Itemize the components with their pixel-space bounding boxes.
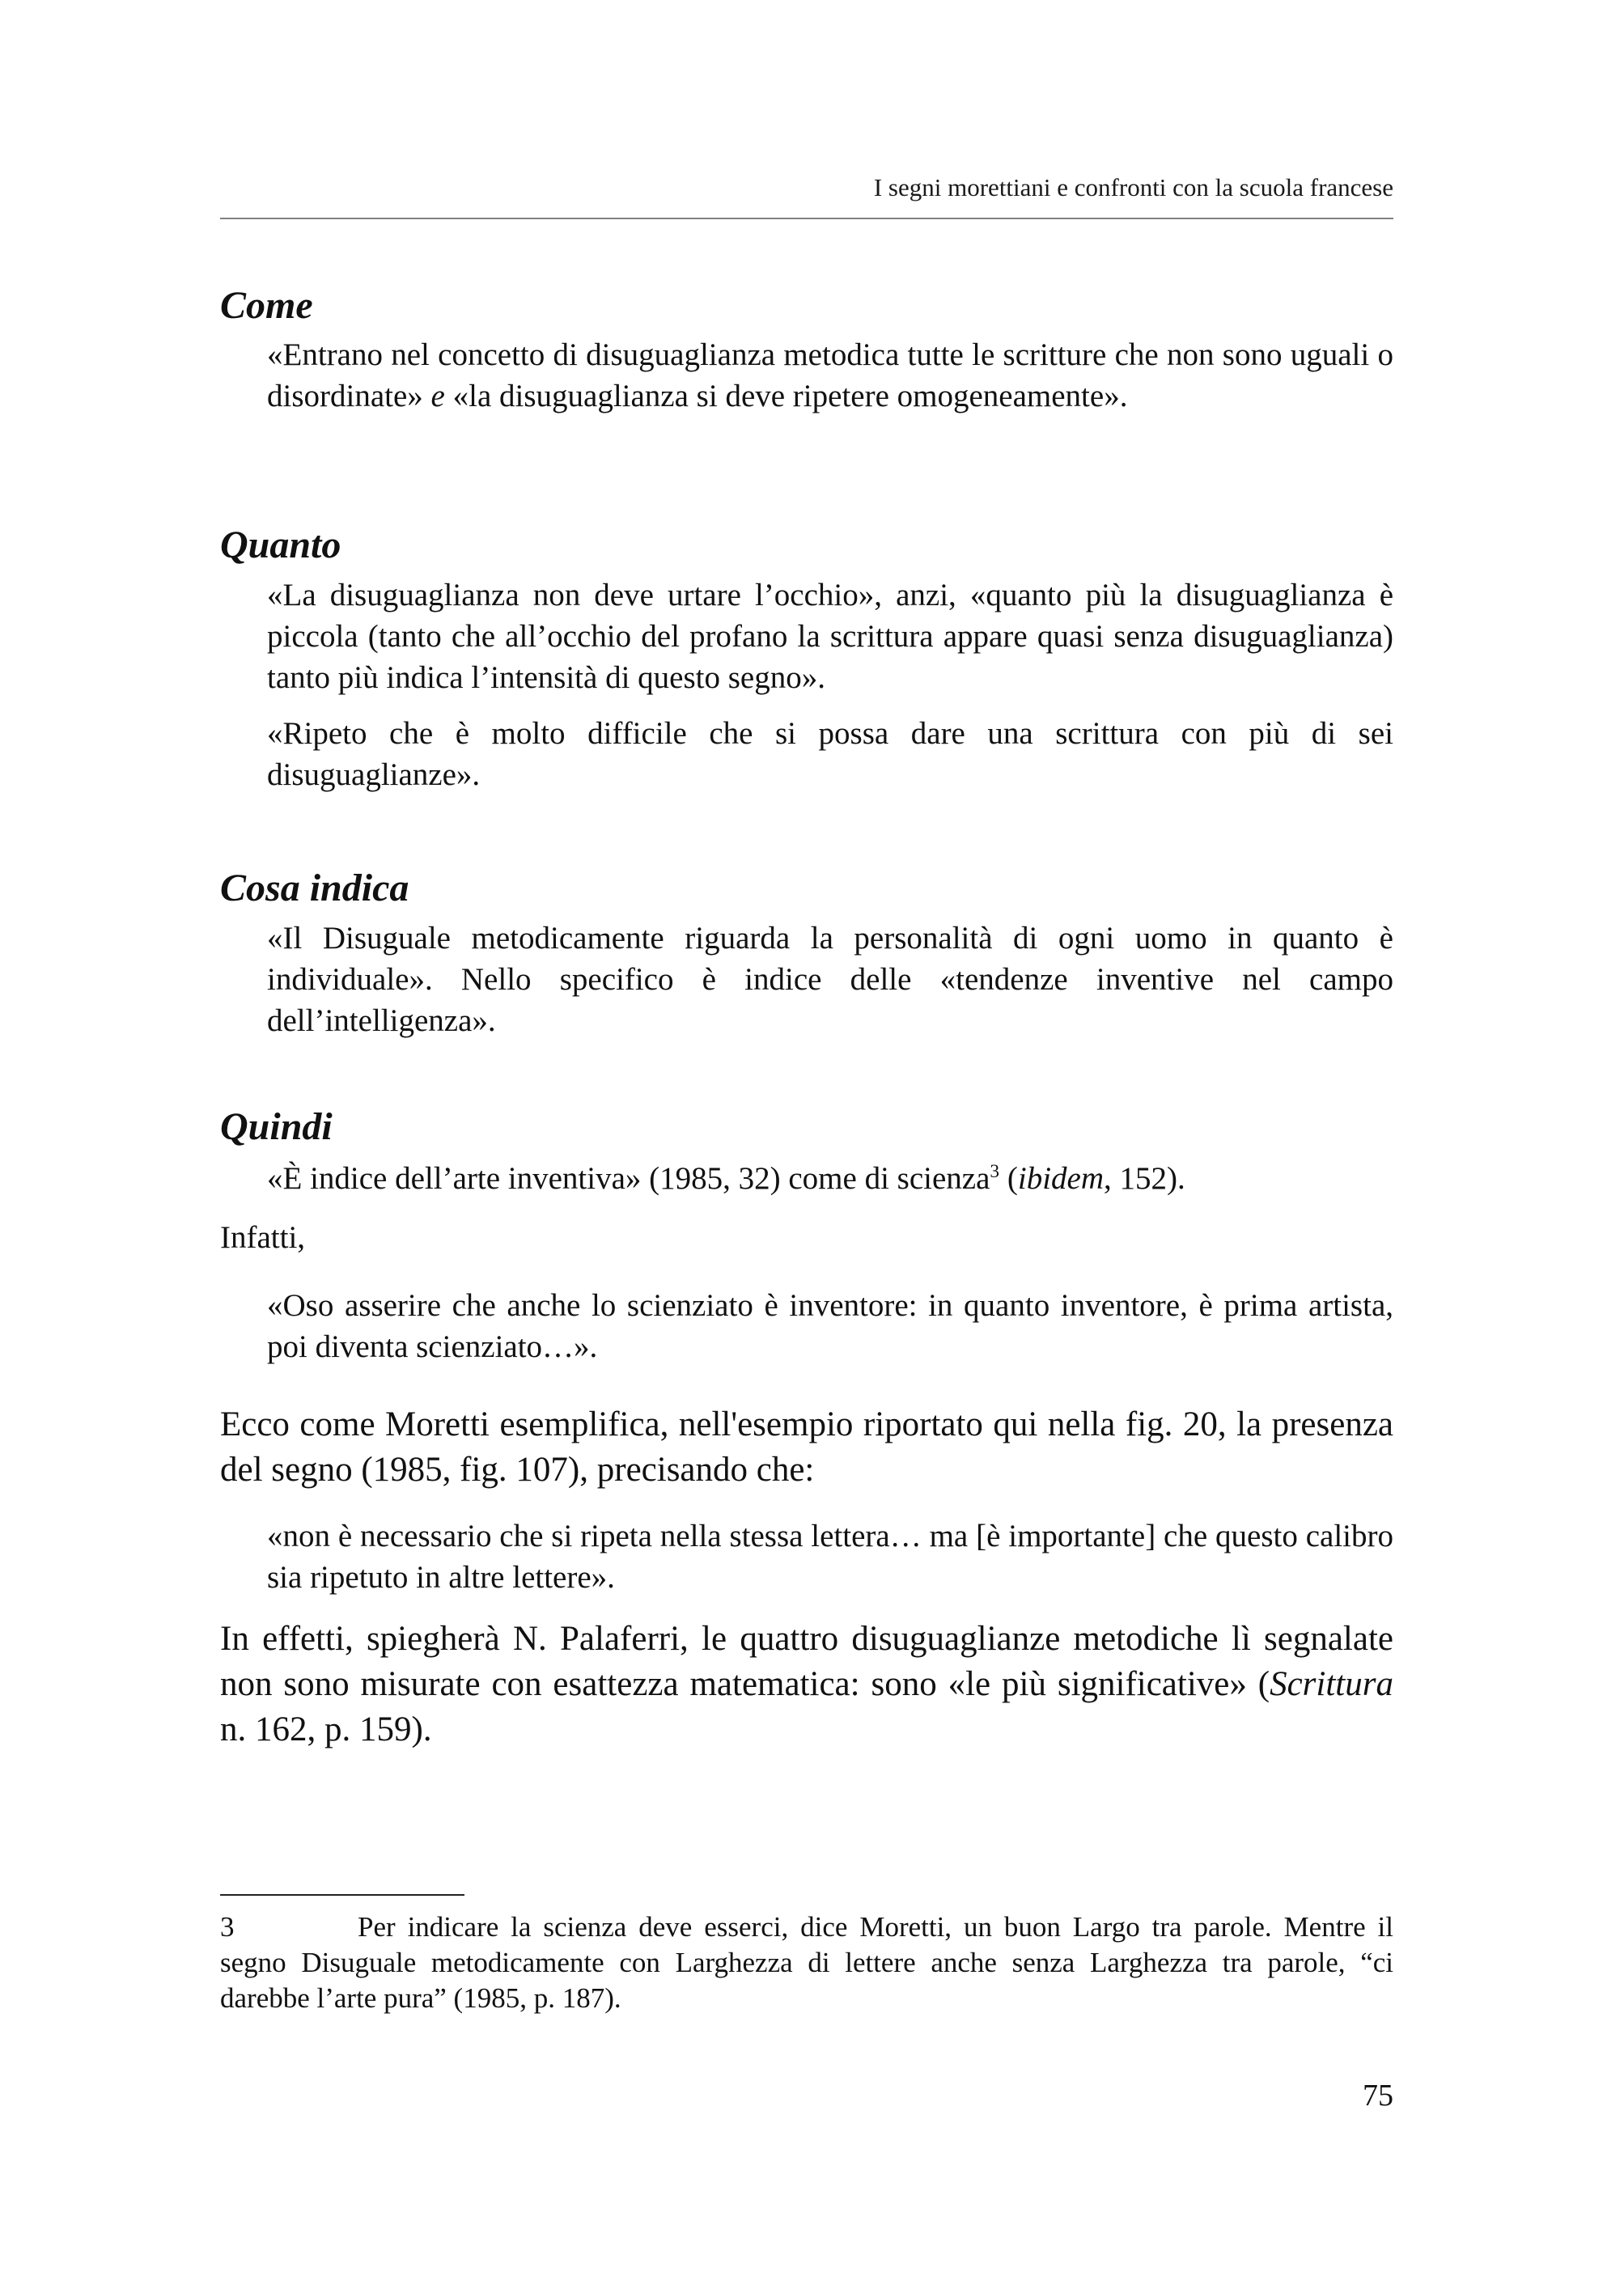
quote-paragraph: «Il Disuguale metodicamente riguarda la personalità di ogni uomo in quanto è individuale». Nello specifico è indice delle «tendenze inventive nel campo dell’intelligenza». (267, 921, 1393, 1038)
paragraph-text: In effetti, spiegherà N. Palaferri, le quattro disuguaglianze metodiche lì segnalate non sono misurate con esattezza matematica: sono «le più significative» ( (220, 1620, 1393, 1703)
body-paragraph-1 (220, 1402, 1393, 1493)
section-heading-cosa-indica: Cosa indica (220, 867, 409, 909)
section-quanto-text (267, 574, 1393, 795)
quote-paragraph: «Oso asserire che anche lo scienziato è inventore: in quanto inventore, è prima artista, poi diventa scienziato…». (267, 1288, 1393, 1364)
body-paragraph-2 (220, 1617, 1393, 1753)
running-header-title: I segni morettiani e confronti con la scuola francese (873, 173, 1393, 201)
infatti-quote (267, 1285, 1393, 1367)
section-heading-come: Come (220, 284, 313, 327)
quote-paragraph: «non è necessario che si ripeta nella stessa lettera… ma [è importante] che questo calibro sia ripetuto in altre lettere». (267, 1519, 1393, 1595)
quote-paragraph: «La disuguaglianza non deve urtare l’occhio», anzi, «quanto più la disuguaglianza è piccola (tanto che all’occhio del profano la scrittura appare quasi senza disuguaglianza) tanto più indica l’intensità di questo segno». (267, 578, 1393, 695)
calibro-quote (267, 1515, 1393, 1598)
section-heading-quanto: Quanto (220, 523, 341, 566)
footnote-number: 3 (220, 1911, 235, 1943)
citation-text: , 152). (1104, 1161, 1185, 1196)
section-come-text (267, 334, 1393, 417)
footnote-text: Per indicare la scienza deve esserci, dice Moretti, un buon Largo tra parole. Mentre il segno Disuguale metodicamente con Larghezza di lettere anche senza Larghezza tra parole, “ci darebbe l’arte pura” (1985, p. 187). (220, 1911, 1393, 2014)
section-quindi-text (267, 1158, 1393, 1199)
quote-text: «È indice dell’arte inventiva» (1985, 32) come di scienza (267, 1161, 990, 1196)
footnote (220, 1909, 1393, 2016)
italic-journal-title: Scrittura (1270, 1665, 1393, 1703)
paragraph-text: n. 162, p. 159). (220, 1710, 432, 1748)
page-number: 75 (1363, 2079, 1393, 2113)
citation-text: ( (999, 1161, 1018, 1196)
quote-paragraph: «Ripeto che è molto difficile che si possa dare una scrittura con più di sei disuguaglianze». (267, 716, 1393, 792)
italic-conjunction: e (430, 379, 445, 413)
paragraph-text: Ecco come Moretti esemplifica, nell'esempio riportato qui nella fig. 20, la presenza del segno (1985, fig. 107), precisando che: (220, 1405, 1393, 1489)
italic-ibidem: ibidem (1017, 1161, 1105, 1196)
section-heading-quindi: Quindi (220, 1105, 333, 1148)
footnote-rule (220, 1894, 464, 1896)
footnote-reference[interactable]: 3 (990, 1161, 1000, 1182)
quote-text: «la disuguaglianza si deve ripetere omogeneamente». (444, 379, 1128, 413)
infatti-lead: Infatti, (220, 1220, 306, 1255)
section-cosa-indica-text (267, 918, 1393, 1041)
header-rule (220, 218, 1393, 219)
book-page (220, 0, 1393, 2293)
quote-text: «Entrano nel concetto di disuguaglianza metodica tutte le scritture che non sono uguali o disordinate» (267, 337, 1393, 413)
